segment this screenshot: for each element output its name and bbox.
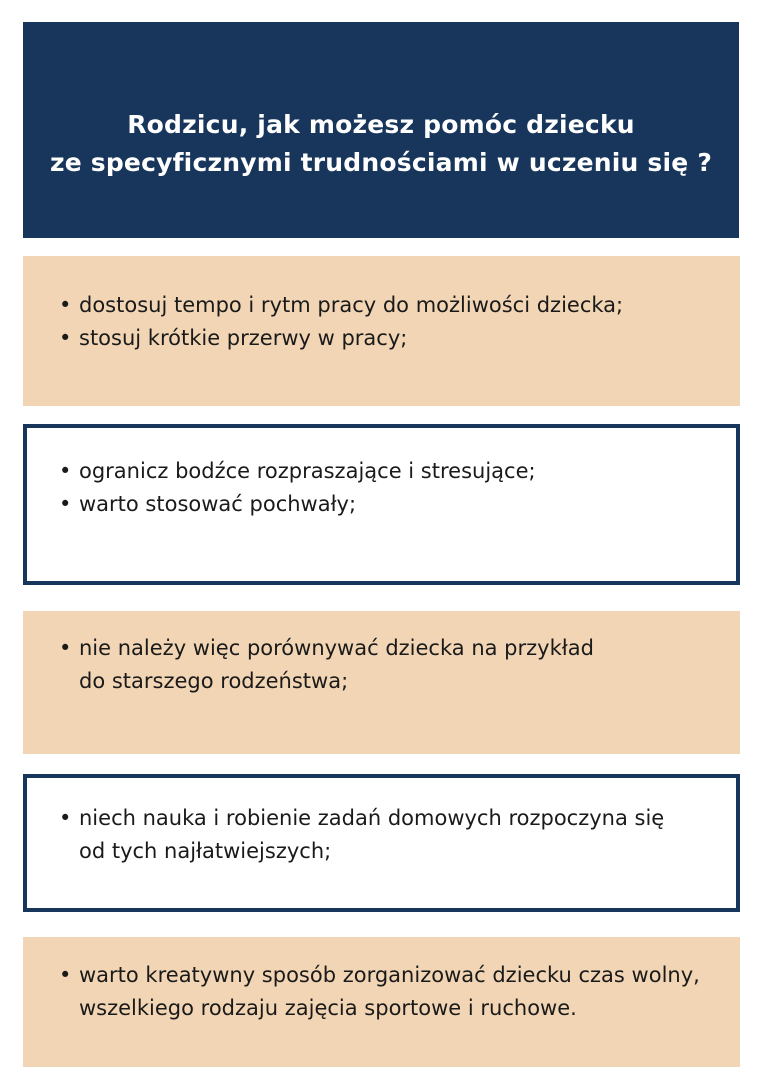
tips-panel-1 [23, 256, 740, 406]
bullet-icon: • [59, 636, 72, 660]
list-item: • stosuj krótkie przerwy w pracy; [59, 322, 720, 355]
bullet-icon: • [59, 326, 72, 350]
tips-panel-2 [23, 424, 740, 585]
tips-panel-4 [23, 774, 740, 912]
list-item: • nie należy więc porównywać dziecka na przykład do starszego rodzeństwa; [59, 632, 720, 698]
bullet-icon: • [59, 806, 72, 830]
tips-list [59, 959, 720, 1025]
list-item: • niech nauka i robienie zadań domowych rozpoczyna się od tych najłatwiejszych; [59, 802, 716, 868]
bullet-icon: • [59, 963, 72, 987]
tips-panel-3 [23, 611, 740, 754]
list-item: • dostosuj tempo i rytm pracy do możliwości dziecka; [59, 289, 720, 322]
bullet-icon: • [59, 459, 72, 483]
bullet-icon: • [59, 492, 72, 516]
tips-list [59, 289, 720, 355]
tips-panel-5 [23, 937, 740, 1067]
page-title: Rodzicu, jak możesz pomóc dziecku ze specyficznymi trudnościami w uczeniu się ? [49, 110, 713, 177]
list-item: • warto stosować pochwały; [59, 488, 716, 521]
list-item: • ogranicz bodźce rozpraszające i stresujące; [59, 455, 716, 488]
bullet-icon: • [59, 293, 72, 317]
tips-list [59, 632, 720, 698]
tips-list [59, 802, 716, 868]
header-banner [23, 22, 739, 238]
list-item: • warto kreatywny sposób zorganizować dziecku czas wolny, wszelkiego rodzaju zajęcia sportowe i ruchowe. [59, 959, 720, 1025]
tips-list [59, 455, 716, 521]
